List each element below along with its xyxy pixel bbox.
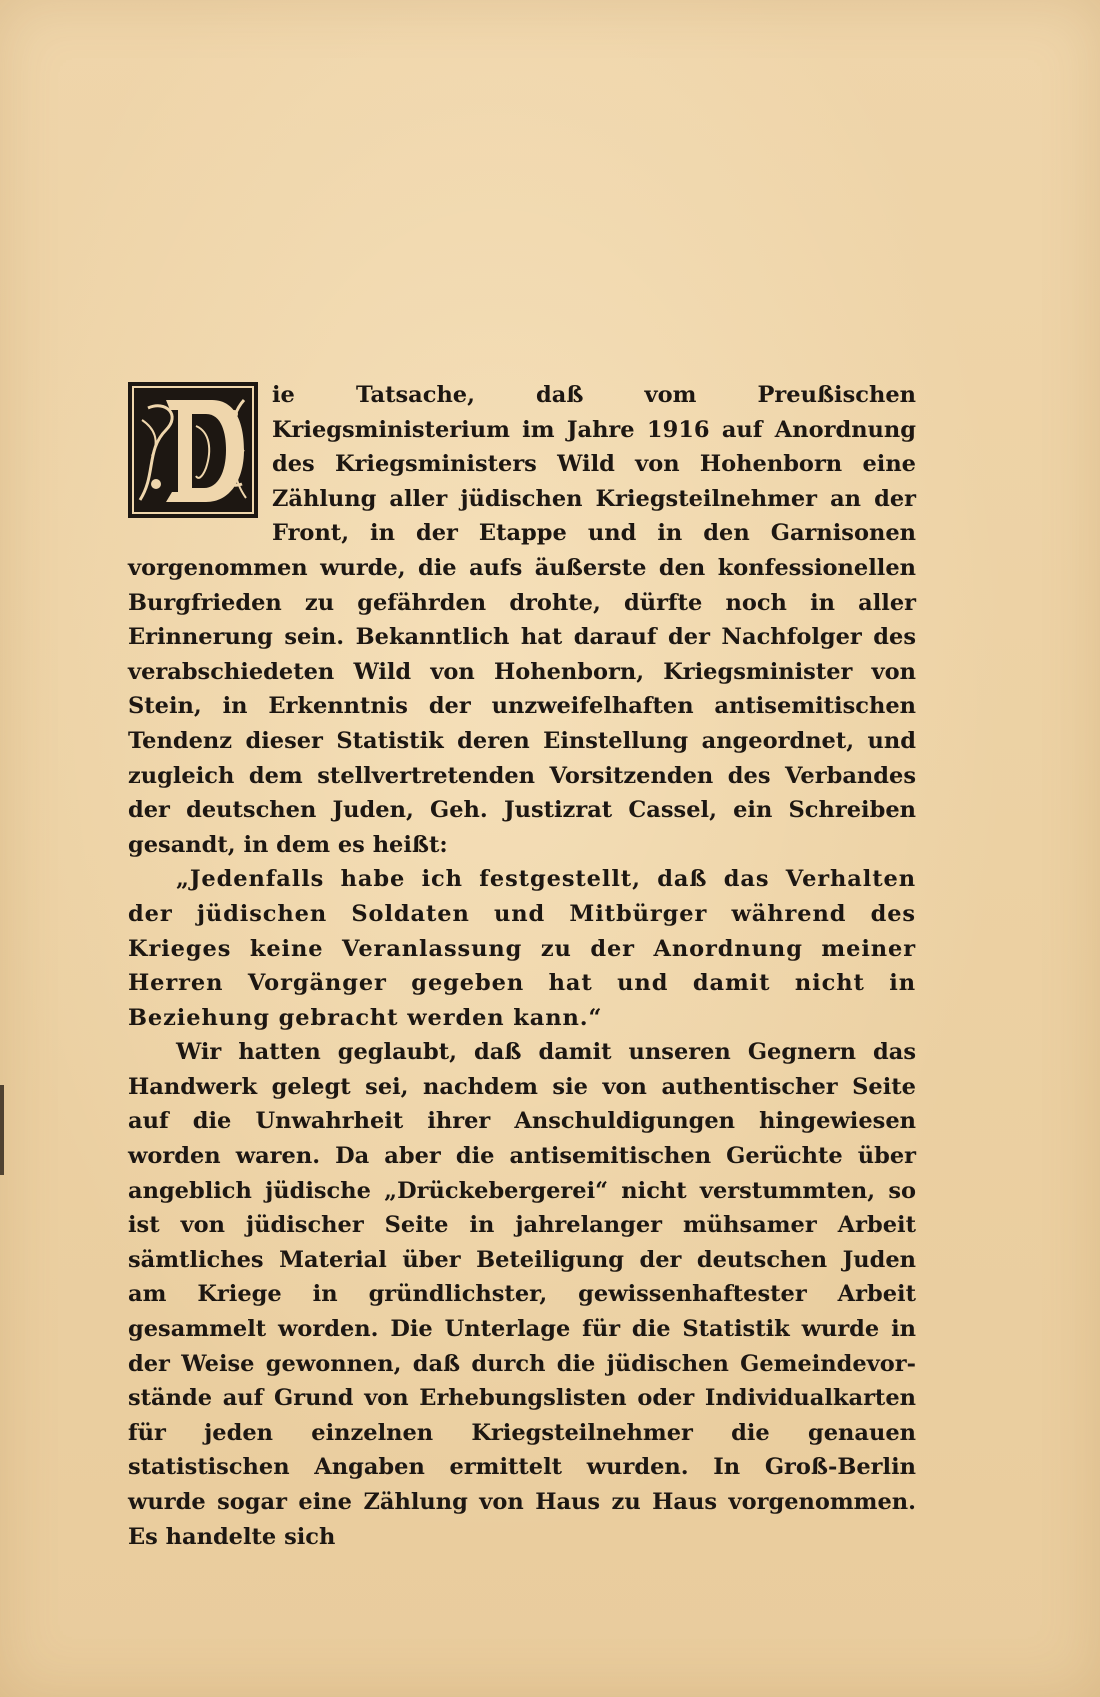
paragraph-continuation: Wir hatten geglaubt, daß damit unseren Gegnern das Handwerk gelegt sei, nachdem sie von authentischer Seite auf die Unwahrheit ihrer Anschuldigungen hingewiesen worden waren. Da aber die antisemitischen Gerüchte über angeblich jüdische „Drückebergerei“ nicht verstummten, so ist von jüdischer Seite in jahrelanger mühsamer Arbeit sämtliches Material über Beteiligung der deutschen Juden am Kriege in gründlichster, gewissenhaftester Arbeit gesammelt worden. Die Unterlage für die Statistik wurde in der Weise gewonnen, daß durch die jüdischen Gemeindevorstände auf Grund von Erhebungslisten oder Individualkarten für jeden einzelnen Kriegsteilnehmer die genauen statistischen Angaben ermittelt wurden. In Groß-Berlin wurde sogar eine Zählung von Haus zu Haus vorgenommen. Es handelte sich (128, 1039, 916, 1550)
binding-edge-mark (0, 1085, 4, 1175)
paragraph-quote: „Jedenfalls habe ich festgestellt, daß das Verhalten der jüdischen Soldaten und Mitbürger während des Krieges keine Veranlassung zu der Anordnung meiner Herren Vorgänger gegeben hat und damit nicht in Beziehung gebracht werden kann.“ (128, 866, 916, 1031)
body-text (128, 378, 916, 1554)
paragraph-intro (128, 378, 916, 862)
ornamental-initial-d-icon (126, 380, 260, 520)
drop-initial (126, 380, 260, 520)
paragraph-intro-text: ie Tatsache, daß vom Preußischen Kriegsministerium im Jahre 1916 auf Anordnung des Kriegsministers Wild von Hohenborn eine Zählung aller jüdischen Kriegsteilnehmer an der Front, in der Etappe und in den Garnisonen vorgenommen wurde, die aufs äußerste den konfessionellen Burgfrieden zu gefährden drohte, dürfte noch in aller Erinnerung sein. Bekanntlich hat darauf der Nachfolger des verabschiedeten Wild von Hohenborn, Kriegsminister von Stein, in Erkenntnis der unzweifelhaften antisemitischen Tendenz dieser Statistik deren Einstellung angeordnet, und zugleich dem stellvertretenden Vorsitzenden des Verbandes der deutschen Juden, Geh. Justizrat Cassel, ein Schreiben gesandt, in dem es heißt: (128, 382, 916, 858)
